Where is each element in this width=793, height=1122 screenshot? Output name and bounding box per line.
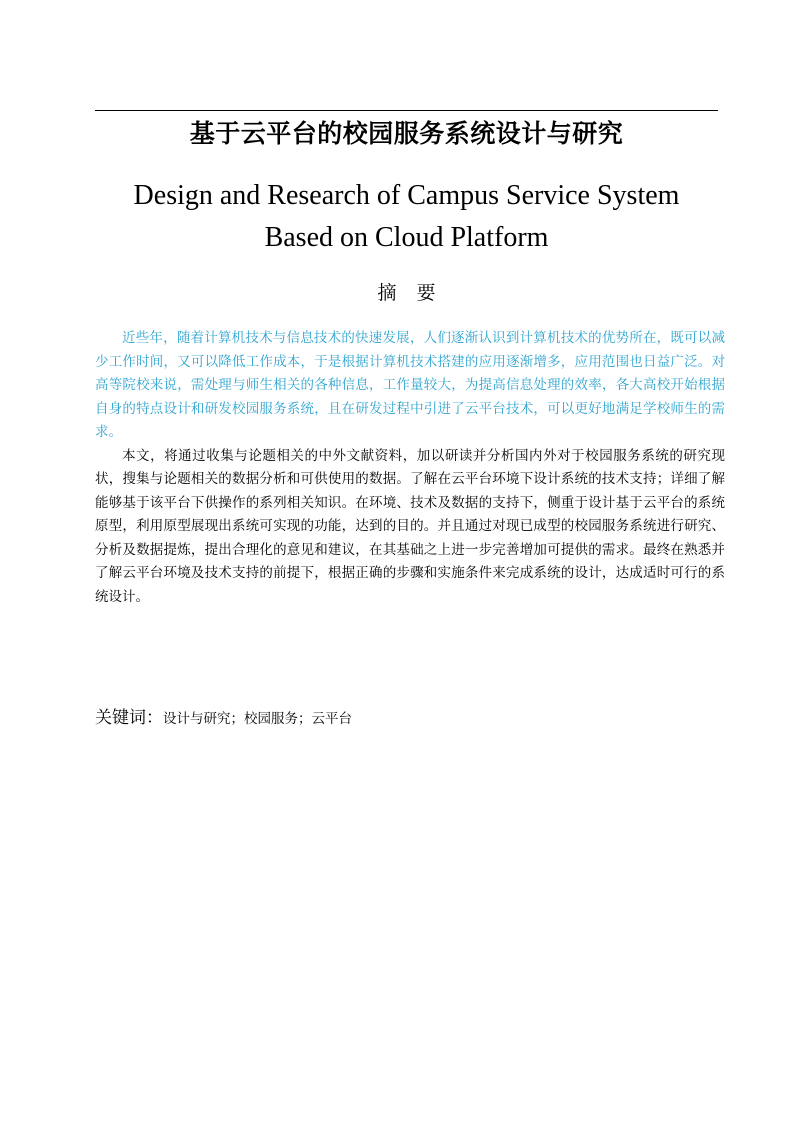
abstract-heading-char-2: 要 (416, 282, 436, 304)
keywords-text: 设计与研究；校园服务；云平台 (163, 711, 352, 727)
english-title-line-2: Based on Cloud Platform (264, 222, 549, 253)
english-title-line-1: Design and Research of Campus Service System (133, 180, 680, 211)
abstract-heading (95, 278, 718, 308)
abstract-paragraph-2: 本文，将通过收集与论题相关的中外文献资料，加以研读并分析国内外对于校园服务系统的研究现状，搜集与论题相关的数据分析和可供使用的数据。了解在云平台环境下设计系统的技术支持；详细了解能够基于该平台下供操作的系列相关知识。在环境、技术及数据的支持下，侧重于设计基于云平台的系统原型，利用原型展现出系统可实现的功能，达到的目的。并且通过对现已成型的校园服务系统进行研究、分析及数据提炼，提出合理化的意见和建议，在其基础之上进一步完善增加可提供的需求。最终在熟悉并了解云平台环境及技术支持的前提下，根据正确的步骤和实施条件来完成系统的设计，达成适时可行的系统设计。 (95, 447, 725, 605)
keywords-label: 关键词： (95, 708, 163, 728)
abstract-heading-char-1: 摘 (377, 282, 397, 304)
keywords-line (95, 706, 718, 731)
english-title (95, 175, 718, 259)
chinese-title: 基于云平台的校园服务系统设计与研究 (189, 119, 624, 148)
abstract-paragraph-1: 近些年，随着计算机技术与信息技术的快速发展，人们逐渐认识到计算机技术的优势所在，既可以减少工作时间，又可以降低工作成本，于是根据计算机技术搭建的应用逐渐增多，应用范围也日益广泛。对高等院校来说，需处理与师生相关的各种信息，工作量较大，为提高信息处理的效率，各大高校开始根据自身的特点设计和研发校园服务系统，且在研发过程中引进了云平台技术，可以更好地满足学校师生的需求。 (95, 330, 725, 440)
header-rule (95, 110, 718, 111)
abstract-body (95, 327, 725, 609)
